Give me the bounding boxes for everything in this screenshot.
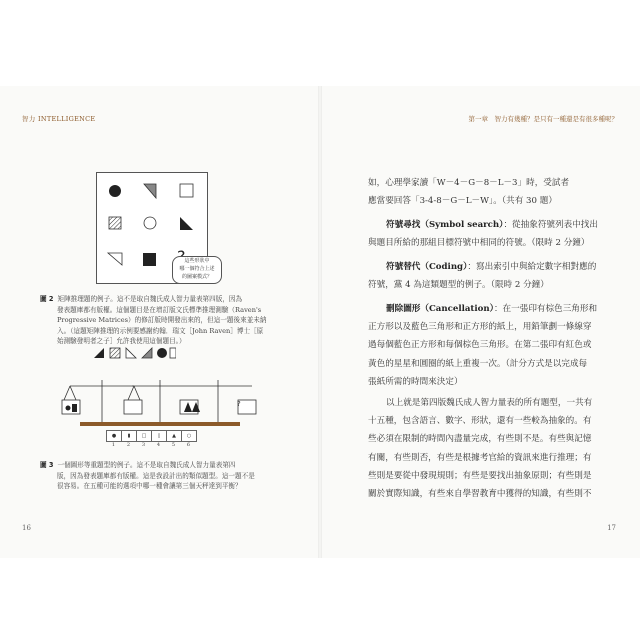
bubble-line-1: 這些形狀中 <box>184 258 210 264</box>
figure3-number: 圖 3 <box>40 461 54 469</box>
book-spread <box>0 86 640 558</box>
option-numbers <box>106 442 196 448</box>
text-line: 與題目所給的那組目標符號中相同的符號。（限時 2 分鐘） <box>368 238 590 249</box>
coding-paragraph <box>368 258 608 294</box>
text-line: 張紙所需的時間來決定） <box>368 376 463 387</box>
caption-line: 版，因為發表題庫都有版權。這是我設計出的類似題型。這一題不是 <box>57 471 255 480</box>
closing-paragraph <box>368 394 608 503</box>
cancellation-paragraph <box>368 300 608 391</box>
caption-line: 始測驗發明者之子］允許我使用這個題目。） <box>57 337 186 345</box>
text-line: 有關，有些則否，有些是根據考官給的資訊來進行推理；有 <box>368 452 592 463</box>
text-line: 過每個藍色正方形和每個棕色三角形。在第二張印有紅色或 <box>368 340 592 351</box>
right-running-head: 第一章 智力有幾種？是只有一種還是有很多種呢？ <box>468 115 618 123</box>
matrix-answer-choices <box>92 346 176 360</box>
balance-options <box>106 430 197 442</box>
option-number: 4 <box>156 442 161 448</box>
caption-line: 入。（這題矩陣推理的示例要感謝約翰．瑞文［John Raven］博士［原 <box>57 326 264 335</box>
option-box: ● <box>107 431 122 441</box>
left-running-head: 智力 INTELLIGENCE <box>22 115 96 123</box>
caption-line: 很容易。在五種可能的選項中哪一種會讓第三個天秤達到平衡？ <box>57 482 242 490</box>
figure2-caption <box>40 294 280 347</box>
coding-term: 符號替代（Coding） <box>386 262 468 272</box>
figure2-number: 圖 2 <box>40 295 54 303</box>
option-number: 6 <box>186 442 191 448</box>
text-line: 正方形以及藍色三角形和正方形的紙上，用鉛筆劃一條線穿 <box>368 322 592 333</box>
caption-line: 一個圖形等重題型的例子。這不是取自魏氏成人智力量表第四 <box>57 461 236 469</box>
option-number: 3 <box>141 442 146 448</box>
option-box: ○ <box>182 431 196 441</box>
text-line: 十五種，包含語言、數字、形狀，還有一些較為抽象的。有 <box>368 416 592 427</box>
bubble-line-3: 的圖案模式？ <box>181 274 212 280</box>
symbol-search-paragraph <box>368 216 608 252</box>
left-page <box>0 86 320 558</box>
text-line: ：從抽象符號列表中找出 <box>503 220 598 230</box>
figure3-caption <box>40 460 280 492</box>
balance-scales <box>60 372 260 430</box>
intro-paragraph <box>368 174 608 210</box>
option-box: □ <box>137 431 152 441</box>
text-line: 關於實際知識，有些來自學習教育中獲得的知識，有些則不 <box>368 489 592 500</box>
right-page <box>320 86 640 558</box>
text-line: 以上就是第四版魏氏成人智力量表的所有題型，一共有 <box>386 398 593 408</box>
option-box: ▮ <box>122 431 137 441</box>
text-line: 應當要回答「3-4-8－G－L－W」。（共有 30 題） <box>368 196 557 207</box>
caption-line: 發表題庫都有版權。這個題目是在增訂版文氏標準推理測驗（Raven's <box>57 305 262 314</box>
cancellation-term: 刪除圖形（Cancellation） <box>386 304 494 314</box>
text-line: 如，心理學家讀「W－4－G－8－L－3」時，受試者 <box>368 178 570 188</box>
bubble-line-2: 哪一個符合上述 <box>179 266 215 272</box>
right-page-number: 17 <box>607 524 616 532</box>
option-number: 5 <box>171 442 176 448</box>
speech-bubble <box>172 256 222 284</box>
text-line: 符號，黨 4 為這類題型的例子。（限時 2 分鐘） <box>368 280 549 291</box>
text-line: 些則是要從中發現規則；有些是要找出抽象原則；有些則是 <box>368 470 592 481</box>
option-number: 1 <box>111 442 116 448</box>
text-line: 黃色的星星和圓圈的紙上重複一次。（計分方式是以完成每 <box>368 358 588 369</box>
text-line: ：在一張印有棕色三角形和 <box>493 304 598 314</box>
balance-question-mark: ? <box>237 400 241 408</box>
caption-line: Progressive Matrices）的修訂版時開發出來的，但這一題後來並未納 <box>57 316 267 324</box>
caption-line: 矩陣推理題的例子。這不是取自魏氏成人智力量表第四版，因為 <box>57 295 243 303</box>
symbol-search-term: 符號尋找（Symbol search） <box>386 220 504 230</box>
text-line: ：寫出索引中與給定數字相對應的 <box>467 262 597 272</box>
left-page-number: 16 <box>22 524 31 532</box>
text-line: 些必須在限制的時間內盡量完成，有些則不是。有些與記憶 <box>368 434 592 445</box>
option-box: ▲ <box>167 431 182 441</box>
option-number: 2 <box>126 442 131 448</box>
option-box: ▯ <box>152 431 167 441</box>
